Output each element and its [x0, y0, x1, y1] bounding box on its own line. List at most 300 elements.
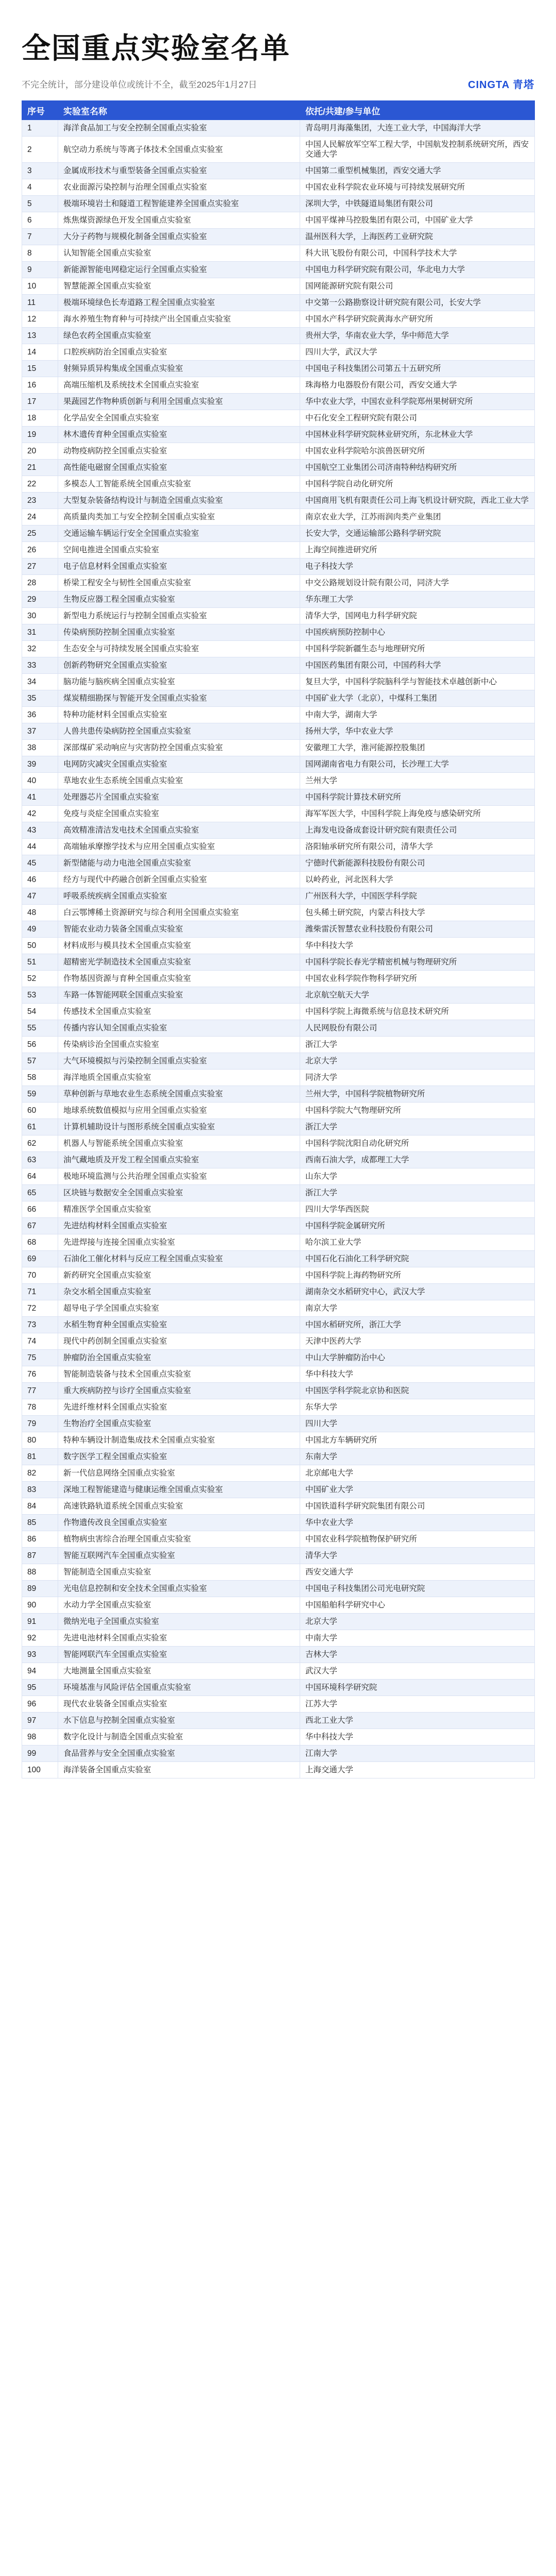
table-row — [22, 509, 535, 526]
row-index: 74 — [22, 1333, 58, 1350]
table-row — [22, 1333, 535, 1350]
row-host-unit: 吉林大学 — [300, 1647, 535, 1663]
row-index: 98 — [22, 1729, 58, 1745]
row-lab-name: 呼吸系统疾病全国重点实验室 — [58, 888, 300, 905]
row-index: 25 — [22, 526, 58, 542]
row-index: 7 — [22, 229, 58, 245]
row-host-unit: 中国农业科学院植物保护研究所 — [300, 1531, 535, 1548]
row-host-unit: 中国科学院上海药物研究所 — [300, 1267, 535, 1284]
row-lab-name: 高质量肉类加工与安全控制全国重点实验室 — [58, 509, 300, 526]
row-lab-name: 特种功能材料全国重点实验室 — [58, 707, 300, 723]
row-lab-name: 高端轴承摩擦学技术与应用全国重点实验室 — [58, 839, 300, 855]
row-lab-name: 果蔬园艺作物种质创新与利用全国重点实验室 — [58, 394, 300, 410]
table-row — [22, 888, 535, 905]
row-index: 54 — [22, 1004, 58, 1020]
row-lab-name: 生态安全与可持续发展全国重点实验室 — [58, 641, 300, 657]
row-index: 69 — [22, 1251, 58, 1267]
row-index: 49 — [22, 921, 58, 938]
table-row — [22, 657, 535, 674]
row-host-unit: 国网湖南省电力有限公司，长沙理工大学 — [300, 756, 535, 773]
table-row — [22, 278, 535, 295]
table-row — [22, 1251, 535, 1267]
table-row — [22, 905, 535, 921]
table-row — [22, 591, 535, 608]
row-host-unit: 中国科学院计算技术研究所 — [300, 789, 535, 806]
row-index: 71 — [22, 1284, 58, 1300]
row-host-unit: 中国疾病预防控制中心 — [300, 624, 535, 641]
row-index: 82 — [22, 1465, 58, 1482]
row-index: 33 — [22, 657, 58, 674]
row-host-unit: 华中农业大学，中国农业科学院郑州果树研究所 — [300, 394, 535, 410]
row-index: 67 — [22, 1218, 58, 1234]
row-index: 44 — [22, 839, 58, 855]
row-lab-name: 化学品安全全国重点实验室 — [58, 410, 300, 427]
table-row — [22, 822, 535, 839]
row-lab-name: 高速铁路轨道系统全国重点实验室 — [58, 1498, 300, 1515]
table-row — [22, 493, 535, 509]
row-host-unit: 珠海格力电器股份有限公司，西安交通大学 — [300, 377, 535, 394]
row-lab-name: 计算机辅助设计与图形系统全国重点实验室 — [58, 1119, 300, 1136]
row-index: 6 — [22, 212, 58, 229]
table-row — [22, 1548, 535, 1564]
row-host-unit: 浙江大学 — [300, 1037, 535, 1053]
table-row — [22, 558, 535, 575]
row-index: 94 — [22, 1663, 58, 1680]
row-index: 53 — [22, 987, 58, 1004]
table-row — [22, 1037, 535, 1053]
row-lab-name: 多模态人工智能系统全国重点实验室 — [58, 476, 300, 493]
column-header-index: 序号 — [22, 101, 58, 120]
row-host-unit: 中国北方车辆研究所 — [300, 1432, 535, 1449]
row-index: 14 — [22, 344, 58, 361]
table-row — [22, 1020, 535, 1037]
table-row — [22, 1103, 535, 1119]
row-index: 29 — [22, 591, 58, 608]
row-index: 68 — [22, 1234, 58, 1251]
row-host-unit: 中国水稻研究所，浙江大学 — [300, 1317, 535, 1333]
row-index: 80 — [22, 1432, 58, 1449]
row-lab-name: 机器人与智能系统全国重点实验室 — [58, 1136, 300, 1152]
row-index: 37 — [22, 723, 58, 740]
row-index: 22 — [22, 476, 58, 493]
row-index: 43 — [22, 822, 58, 839]
row-host-unit: 兰州大学，中国科学院植物研究所 — [300, 1086, 535, 1103]
table-row — [22, 1201, 535, 1218]
row-lab-name: 高性能电磁窗全国重点实验室 — [58, 460, 300, 476]
row-host-unit: 深圳大学，中铁隧道局集团有限公司 — [300, 196, 535, 212]
row-lab-name: 海洋地质全国重点实验室 — [58, 1070, 300, 1086]
row-lab-name: 特种车辆设计制造集成技术全国重点实验室 — [58, 1432, 300, 1449]
table-row — [22, 427, 535, 443]
table-row — [22, 120, 535, 137]
row-index: 65 — [22, 1185, 58, 1201]
row-index: 31 — [22, 624, 58, 641]
table-row — [22, 245, 535, 262]
table-row — [22, 921, 535, 938]
row-host-unit: 科大讯飞股份有限公司，中国科学技术大学 — [300, 245, 535, 262]
table-row — [22, 526, 535, 542]
row-lab-name: 智能制造装备与技术全国重点实验室 — [58, 1366, 300, 1383]
row-lab-name: 肿瘤防治全国重点实验室 — [58, 1350, 300, 1366]
row-index: 72 — [22, 1300, 58, 1317]
row-host-unit: 上海交通大学 — [300, 1762, 535, 1778]
row-host-unit: 华中农业大学 — [300, 1515, 535, 1531]
row-lab-name: 海洋装备全国重点实验室 — [58, 1762, 300, 1778]
row-lab-name: 传染病预防控制全国重点实验室 — [58, 624, 300, 641]
row-index: 79 — [22, 1416, 58, 1432]
row-lab-name: 数字医学工程全国重点实验室 — [58, 1449, 300, 1465]
row-lab-name: 草地农业生态系统全国重点实验室 — [58, 773, 300, 789]
row-host-unit: 温州医科大学，上海医药工业研究院 — [300, 229, 535, 245]
row-host-unit: 中国科学院长春光学精密机械与物理研究所 — [300, 954, 535, 971]
row-index: 24 — [22, 509, 58, 526]
row-host-unit: 中国第二重型机械集团，西安交通大学 — [300, 163, 535, 179]
row-lab-name: 作物基因资源与育种全国重点实验室 — [58, 971, 300, 987]
row-index: 81 — [22, 1449, 58, 1465]
row-lab-name: 区块链与数据安全全国重点实验室 — [58, 1185, 300, 1201]
row-lab-name: 智能制造全国重点实验室 — [58, 1564, 300, 1581]
row-host-unit: 中国农业科学院农业环境与可持续发展研究所 — [300, 179, 535, 196]
table-row — [22, 361, 535, 377]
row-index: 83 — [22, 1482, 58, 1498]
row-index: 90 — [22, 1597, 58, 1614]
row-index: 60 — [22, 1103, 58, 1119]
row-index: 21 — [22, 460, 58, 476]
column-header-lab-name: 实验室名称 — [58, 101, 300, 120]
table-row — [22, 1564, 535, 1581]
row-host-unit: 湖南杂交水稻研究中心，武汉大学 — [300, 1284, 535, 1300]
table-row — [22, 476, 535, 493]
row-index: 88 — [22, 1564, 58, 1581]
row-lab-name: 航空动力系统与等离子体技术全国重点实验室 — [58, 137, 300, 163]
row-host-unit: 北京大学 — [300, 1053, 535, 1070]
table-row — [22, 1762, 535, 1778]
row-lab-name: 重大疾病防控与诊疗全国重点实验室 — [58, 1383, 300, 1399]
row-host-unit: 北京邮电大学 — [300, 1465, 535, 1482]
row-lab-name: 新型电力系统运行与控制全国重点实验室 — [58, 608, 300, 624]
table-row — [22, 1004, 535, 1020]
table-row — [22, 1432, 535, 1449]
table-row — [22, 1284, 535, 1300]
row-host-unit: 中国科学院上海微系统与信息技术研究所 — [300, 1004, 535, 1020]
row-lab-name: 极端环境绿色长寿道路工程全国重点实验室 — [58, 295, 300, 311]
row-lab-name: 现代农业装备全国重点实验室 — [58, 1696, 300, 1713]
row-host-unit: 清华大学 — [300, 1548, 535, 1564]
row-index: 17 — [22, 394, 58, 410]
row-lab-name: 水下信息与控制全国重点实验室 — [58, 1713, 300, 1729]
row-lab-name: 深部煤矿采动响应与灾害防控全国重点实验室 — [58, 740, 300, 756]
table-row — [22, 987, 535, 1004]
row-index: 35 — [22, 690, 58, 707]
table-row — [22, 1152, 535, 1168]
row-host-unit: 人民网股份有限公司 — [300, 1020, 535, 1037]
row-host-unit: 中国人民解放军空军工程大学，中国航发控制系统研究所，西安交通大学 — [300, 137, 535, 163]
table-row — [22, 789, 535, 806]
row-host-unit: 东华大学 — [300, 1399, 535, 1416]
table-row — [22, 295, 535, 311]
row-host-unit: 青岛明月海藻集团，大连工业大学，中国海洋大学 — [300, 120, 535, 137]
row-lab-name: 新型储能与动力电池全国重点实验室 — [58, 855, 300, 872]
row-index: 5 — [22, 196, 58, 212]
row-lab-name: 先进电池材料全国重点实验室 — [58, 1630, 300, 1647]
row-lab-name: 口腔疾病防治全国重点实验室 — [58, 344, 300, 361]
row-host-unit: 中国科学院金属研究所 — [300, 1218, 535, 1234]
table-row — [22, 410, 535, 427]
row-host-unit: 海军军医大学，中国科学院上海免疫与感染研究所 — [300, 806, 535, 822]
row-index: 46 — [22, 872, 58, 888]
row-index: 58 — [22, 1070, 58, 1086]
table-row — [22, 1745, 535, 1762]
row-lab-name: 杂交水稻全国重点实验室 — [58, 1284, 300, 1300]
row-index: 28 — [22, 575, 58, 591]
row-index: 84 — [22, 1498, 58, 1515]
row-index: 73 — [22, 1317, 58, 1333]
row-lab-name: 经方与现代中药融合创新全国重点实验室 — [58, 872, 300, 888]
row-index: 2 — [22, 137, 58, 163]
row-host-unit: 中国林业科学研究院林业研究所，东北林业大学 — [300, 427, 535, 443]
row-host-unit: 长安大学，交通运输部公路科学研究院 — [300, 526, 535, 542]
table-row — [22, 1729, 535, 1745]
subhead — [22, 76, 534, 91]
row-host-unit: 中国医学科学院北京协和医院 — [300, 1383, 535, 1399]
row-index: 8 — [22, 245, 58, 262]
row-index: 10 — [22, 278, 58, 295]
row-lab-name: 大型复杂装备结构设计与制造全国重点实验室 — [58, 493, 300, 509]
row-index: 93 — [22, 1647, 58, 1663]
row-host-unit: 清华大学，国网电力科学研究院 — [300, 608, 535, 624]
row-lab-name: 桥梁工程安全与韧性全国重点实验室 — [58, 575, 300, 591]
row-index: 15 — [22, 361, 58, 377]
row-index: 20 — [22, 443, 58, 460]
row-lab-name: 先进纤维材料全国重点实验室 — [58, 1399, 300, 1416]
table-row — [22, 1647, 535, 1663]
row-host-unit: 中国科学院沈阳自动化研究所 — [300, 1136, 535, 1152]
row-lab-name: 炼焦煤资源绿色开发全国重点实验室 — [58, 212, 300, 229]
row-lab-name: 动物疫病防控全国重点实验室 — [58, 443, 300, 460]
table-row — [22, 641, 535, 657]
row-index: 99 — [22, 1745, 58, 1762]
table-row — [22, 262, 535, 278]
table-row — [22, 212, 535, 229]
table-row — [22, 1350, 535, 1366]
table-row — [22, 1234, 535, 1251]
row-index: 78 — [22, 1399, 58, 1416]
row-lab-name: 现代中药创制全国重点实验室 — [58, 1333, 300, 1350]
row-host-unit: 华中科技大学 — [300, 1729, 535, 1745]
row-host-unit: 中国电子科技集团公司第五十五研究所 — [300, 361, 535, 377]
row-index: 61 — [22, 1119, 58, 1136]
row-lab-name: 作物遗传改良全国重点实验室 — [58, 1515, 300, 1531]
row-index: 23 — [22, 493, 58, 509]
table-row — [22, 229, 535, 245]
table-row — [22, 1416, 535, 1432]
table-row — [22, 196, 535, 212]
row-index: 36 — [22, 707, 58, 723]
lab-list-table — [22, 100, 535, 1778]
row-index: 9 — [22, 262, 58, 278]
row-lab-name: 认知智能全国重点实验室 — [58, 245, 300, 262]
table-row — [22, 608, 535, 624]
row-lab-name: 处理器芯片全国重点实验室 — [58, 789, 300, 806]
row-index: 1 — [22, 120, 58, 137]
row-lab-name: 新能源智能电网稳定运行全国重点实验室 — [58, 262, 300, 278]
row-lab-name: 大地测量全国重点实验室 — [58, 1663, 300, 1680]
brand-logo: CINGTA 青塔 — [468, 79, 534, 91]
row-host-unit: 中国科学院自动化研究所 — [300, 476, 535, 493]
row-host-unit: 中国航空工业集团公司济南特种结构研究所 — [300, 460, 535, 476]
row-index: 91 — [22, 1614, 58, 1630]
row-index: 34 — [22, 674, 58, 690]
row-index: 87 — [22, 1548, 58, 1564]
row-host-unit: 武汉大学 — [300, 1663, 535, 1680]
table-row — [22, 1630, 535, 1647]
row-host-unit: 中南大学 — [300, 1630, 535, 1647]
row-lab-name: 微纳光电子全国重点实验室 — [58, 1614, 300, 1630]
row-index: 41 — [22, 789, 58, 806]
row-host-unit: 中国石化石油化工科学研究院 — [300, 1251, 535, 1267]
row-index: 48 — [22, 905, 58, 921]
row-lab-name: 智能网联汽车全国重点实验室 — [58, 1647, 300, 1663]
table-row — [22, 872, 535, 888]
row-lab-name: 超导电子学全国重点实验室 — [58, 1300, 300, 1317]
row-lab-name: 草种创新与草地农业生态系统全国重点实验室 — [58, 1086, 300, 1103]
row-host-unit: 南京农业大学，江苏雨润肉类产业集团 — [300, 509, 535, 526]
row-lab-name: 新药研究全国重点实验室 — [58, 1267, 300, 1284]
row-lab-name: 白云鄂博稀土资源研究与综合利用全国重点实验室 — [58, 905, 300, 921]
row-host-unit: 中交公路规划设计院有限公司，同济大学 — [300, 575, 535, 591]
row-lab-name: 智能互联网汽车全国重点实验室 — [58, 1548, 300, 1564]
table-row — [22, 1267, 535, 1284]
row-lab-name: 射频异质异构集成全国重点实验室 — [58, 361, 300, 377]
row-host-unit: 潍柴雷沃智慧农业科技股份有限公司 — [300, 921, 535, 938]
row-index: 32 — [22, 641, 58, 657]
row-lab-name: 林木遗传育种全国重点实验室 — [58, 427, 300, 443]
row-host-unit: 江南大学 — [300, 1745, 535, 1762]
row-lab-name: 智能农业动力装备全国重点实验室 — [58, 921, 300, 938]
row-lab-name: 生物治疗全国重点实验室 — [58, 1416, 300, 1432]
row-host-unit: 广州医科大学，中国医学科学院 — [300, 888, 535, 905]
row-lab-name: 食品营养与安全全国重点实验室 — [58, 1745, 300, 1762]
row-index: 51 — [22, 954, 58, 971]
row-lab-name: 环境基准与风险评估全国重点实验室 — [58, 1680, 300, 1696]
row-lab-name: 脑功能与脑疾病全国重点实验室 — [58, 674, 300, 690]
table-row — [22, 1070, 535, 1086]
row-index: 66 — [22, 1201, 58, 1218]
row-index: 77 — [22, 1383, 58, 1399]
row-index: 86 — [22, 1531, 58, 1548]
row-host-unit: 中国船舶科学研究中心 — [300, 1597, 535, 1614]
table-row — [22, 723, 535, 740]
row-index: 4 — [22, 179, 58, 196]
table-row — [22, 690, 535, 707]
table-row — [22, 740, 535, 756]
row-index: 42 — [22, 806, 58, 822]
row-lab-name: 传感技术全国重点实验室 — [58, 1004, 300, 1020]
row-index: 95 — [22, 1680, 58, 1696]
table-row — [22, 394, 535, 410]
table-row — [22, 1498, 535, 1515]
row-host-unit: 宁德时代新能源科技股份有限公司 — [300, 855, 535, 872]
row-index: 52 — [22, 971, 58, 987]
table-row — [22, 1449, 535, 1465]
table-row — [22, 1614, 535, 1630]
row-lab-name: 生物反应器工程全国重点实验室 — [58, 591, 300, 608]
row-host-unit: 江苏大学 — [300, 1696, 535, 1713]
table-row — [22, 542, 535, 558]
row-host-unit: 同济大学 — [300, 1070, 535, 1086]
table-row — [22, 839, 535, 855]
row-host-unit: 华中科技大学 — [300, 938, 535, 954]
row-index: 62 — [22, 1136, 58, 1152]
row-lab-name: 精准医学全国重点实验室 — [58, 1201, 300, 1218]
row-host-unit: 中国环境科学研究院 — [300, 1680, 535, 1696]
table-row — [22, 1465, 535, 1482]
row-lab-name: 大气环境模拟与污染控制全国重点实验室 — [58, 1053, 300, 1070]
row-index: 89 — [22, 1581, 58, 1597]
table-row — [22, 1663, 535, 1680]
table-row — [22, 163, 535, 179]
row-index: 18 — [22, 410, 58, 427]
row-index: 16 — [22, 377, 58, 394]
table-row — [22, 1317, 535, 1333]
table-row — [22, 624, 535, 641]
row-index: 19 — [22, 427, 58, 443]
row-index: 92 — [22, 1630, 58, 1647]
row-host-unit: 中国矿业大学 — [300, 1482, 535, 1498]
row-lab-name: 水动力学全国重点实验室 — [58, 1597, 300, 1614]
row-lab-name: 金属成形技术与重型装备全国重点实验室 — [58, 163, 300, 179]
row-host-unit: 四川大学，武汉大学 — [300, 344, 535, 361]
row-index: 57 — [22, 1053, 58, 1070]
row-index: 11 — [22, 295, 58, 311]
row-lab-name: 数字化设计与制造全国重点实验室 — [58, 1729, 300, 1745]
table-body — [22, 120, 535, 1778]
table-row — [22, 575, 535, 591]
row-lab-name: 免疫与炎症全国重点实验室 — [58, 806, 300, 822]
row-lab-name: 材料成形与模具技术全国重点实验室 — [58, 938, 300, 954]
row-lab-name: 光电信息控制和安全技术全国重点实验室 — [58, 1581, 300, 1597]
row-index: 45 — [22, 855, 58, 872]
table-row — [22, 1383, 535, 1399]
row-host-unit: 哈尔滨工业大学 — [300, 1234, 535, 1251]
row-host-unit: 北京大学 — [300, 1614, 535, 1630]
row-index: 59 — [22, 1086, 58, 1103]
row-lab-name: 高效精准清洁发电技术全国重点实验室 — [58, 822, 300, 839]
table-row — [22, 377, 535, 394]
row-host-unit: 西安交通大学 — [300, 1564, 535, 1581]
table-header — [22, 101, 535, 120]
row-host-unit: 国网能源研究院有限公司 — [300, 278, 535, 295]
row-host-unit: 华中科技大学 — [300, 1366, 535, 1383]
row-lab-name: 地球系统数值模拟与应用全国重点实验室 — [58, 1103, 300, 1119]
table-row — [22, 971, 535, 987]
row-host-unit: 上海发电设备成套设计研究院有限责任公司 — [300, 822, 535, 839]
row-index: 55 — [22, 1020, 58, 1037]
row-host-unit: 中南大学，湖南大学 — [300, 707, 535, 723]
row-host-unit: 上海空间推进研究所 — [300, 542, 535, 558]
row-lab-name: 煤炭精细勘探与智能开发全国重点实验室 — [58, 690, 300, 707]
table-row — [22, 954, 535, 971]
row-host-unit: 中交第一公路勘察设计研究院有限公司，长安大学 — [300, 295, 535, 311]
row-lab-name: 电网防灾减灾全国重点实验室 — [58, 756, 300, 773]
table-row — [22, 443, 535, 460]
row-lab-name: 交通运输车辆运行安全全国重点实验室 — [58, 526, 300, 542]
row-host-unit: 东南大学 — [300, 1449, 535, 1465]
row-host-unit: 兰州大学 — [300, 773, 535, 789]
row-host-unit: 电子科技大学 — [300, 558, 535, 575]
row-lab-name: 大分子药物与规模化制备全国重点实验室 — [58, 229, 300, 245]
table-row — [22, 1086, 535, 1103]
